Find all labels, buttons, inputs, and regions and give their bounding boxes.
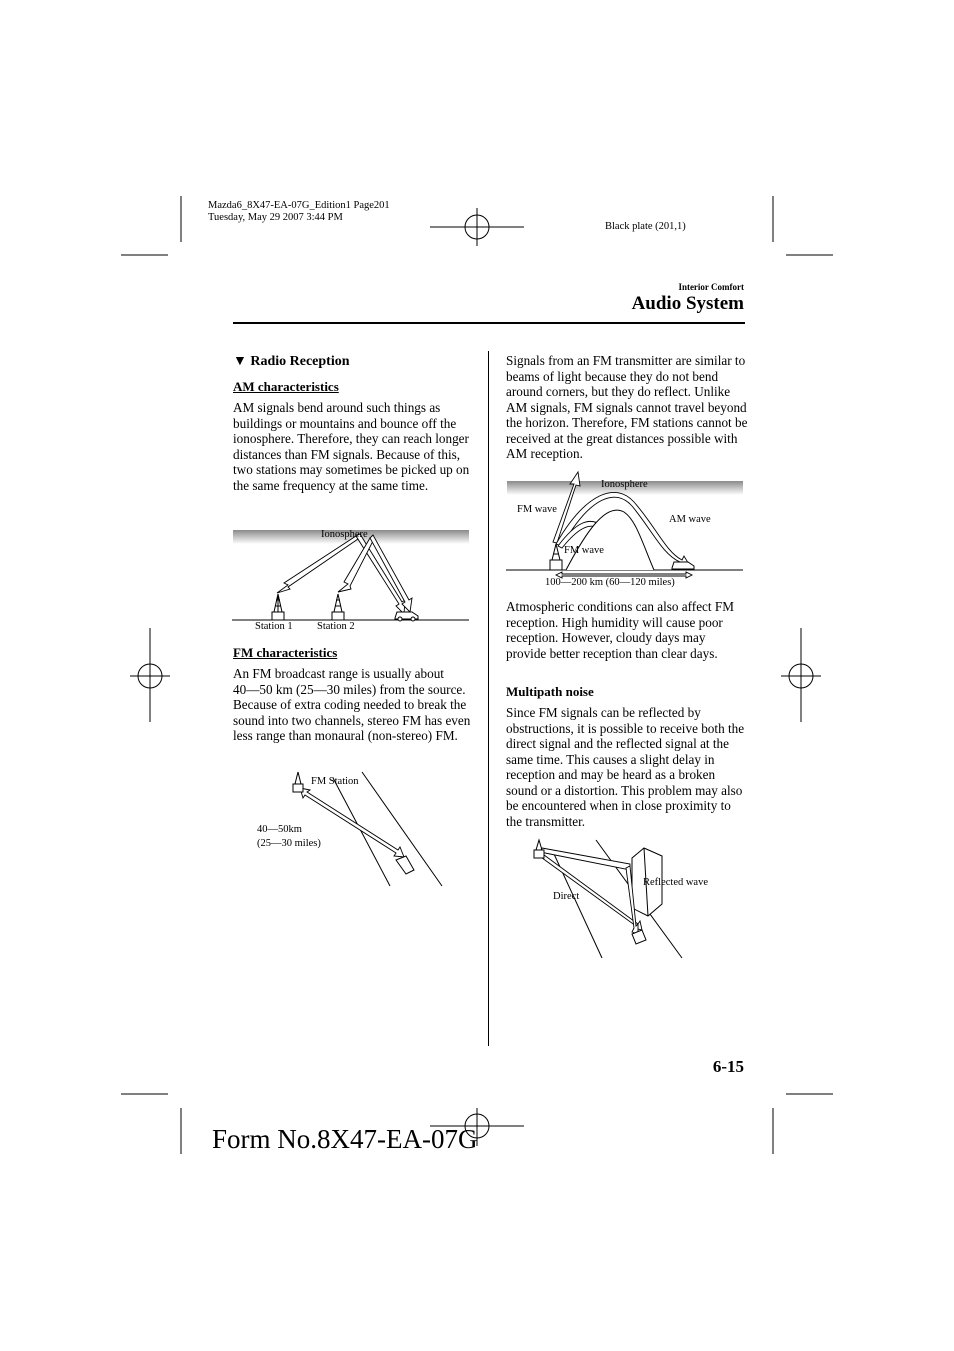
page-title: Audio System xyxy=(631,293,744,314)
fm-wave-lower-label: FM wave xyxy=(564,545,604,556)
header-rule xyxy=(233,322,745,324)
heading-text: Radio Reception xyxy=(250,354,350,369)
print-meta-line1: Mazda6_8X47-EA-07G_Edition1 Page201 xyxy=(208,200,390,211)
am-wave-label: AM wave xyxy=(669,514,711,525)
fm-wave-upper-label: FM wave xyxy=(517,504,557,515)
station2-tower-icon xyxy=(332,594,344,620)
triangle-marker-icon: ▼ xyxy=(233,354,247,369)
fm-paragraph: An FM broadcast range is usually about 40―50 km (25―30 miles) from the source. Because of extra coding needed to break the sound into two channels, stereo FM has even less range than monaural (non-stereo) FM. xyxy=(233,666,471,743)
station1-label: Station 1 xyxy=(255,621,293,632)
distance-label: 100—200 km (60—120 miles) xyxy=(545,577,675,588)
am-characteristics-title: AM characteristics xyxy=(233,379,339,394)
range-km-label: 40—50km xyxy=(257,824,302,835)
fm-station-label: FM Station xyxy=(311,776,359,787)
car-icon xyxy=(396,856,414,874)
page-number: 6-15 xyxy=(712,1057,744,1076)
print-meta-line2: Tuesday, May 29 2007 3:44 PM xyxy=(208,212,343,223)
fm-station-tower-icon xyxy=(293,772,303,792)
fm-beam-paragraph: Signals from an FM transmitter are similar to beams of light because they do not bend around corners, but they do reflect. Unlike AM signals, FM signals cannot travel beyond the horizon. Therefore, FM stations cannot be received at the great distances possible with AM reception. xyxy=(506,353,748,461)
atmospheric-paragraph: Atmospheric conditions can also affect FM reception. High humidity will cause poor reception. However, cloudy days may provide better reception than clear days. xyxy=(506,599,734,661)
multipath-paragraph: Since FM signals can be reflected by obstructions, it is possible to receive both the direct signal and the reflected signal at the same time. This causes a slight delay in reception and may be heard as a broken sound or a distortion. This problem may also be encountered when in close proximity to the transmitter. xyxy=(506,705,745,829)
ionosphere-label-fm: Ionosphere xyxy=(601,479,648,490)
direct-label: Direct xyxy=(553,891,580,902)
ionosphere-label: Ionosphere xyxy=(321,529,368,540)
am-paragraph: AM signals bend around such things as buildings or mountains and bounce off the ionosphere. Therefore, they can reach longer distances than FM signals. Because of this, two stations may sometimes be picked up on the same frequency at the same time. xyxy=(233,400,470,493)
section-heading xyxy=(233,354,350,370)
multipath-title: Multipath noise xyxy=(506,684,594,699)
reflected-wave-label: Reflected wave xyxy=(643,877,709,888)
car-icon xyxy=(672,562,694,569)
range-miles-label: (25—30 miles) xyxy=(257,838,321,849)
column-divider xyxy=(488,351,489,1046)
form-number: Form No.8X47-EA-07G xyxy=(212,1124,478,1154)
station2-label: Station 2 xyxy=(317,621,355,632)
station1-tower-icon xyxy=(272,594,284,620)
fm-transmitter-icon xyxy=(550,544,562,570)
section-label: Interior Comfort xyxy=(678,282,744,292)
fm-characteristics-title: FM characteristics xyxy=(233,645,338,660)
wave-station1 xyxy=(277,534,405,614)
plate-label: Black plate (201,1) xyxy=(605,221,686,232)
